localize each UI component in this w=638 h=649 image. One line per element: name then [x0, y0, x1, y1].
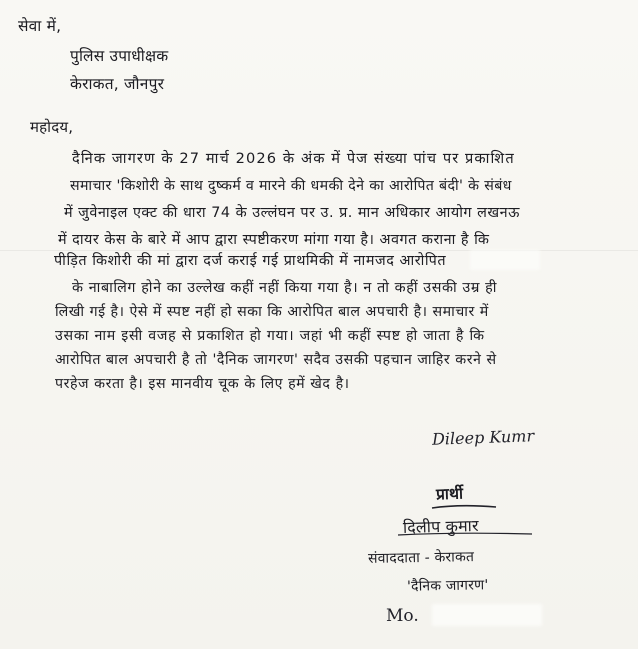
salutation-to: सेवा में, [18, 17, 62, 35]
underline-stroke [430, 503, 500, 511]
designation: संवाददाता - केराकत [367, 549, 475, 567]
body-line-6: के नाबालिग होने का उल्लेख कहीं नहीं किया गया है। न तो कहीं उसकी उम्र ही [72, 280, 498, 296]
body-line-9: आरोपित बाल अपचारी है तो 'दैनिक जागरण' सदैव उसकी पहचान जाहिर करने से [55, 352, 497, 368]
body-line-8: उसका नाम इसी वजह से प्रकाशित हो गया। जहां भी कहीं स्पष्ट हो जाता है कि [55, 328, 485, 344]
redacted-name-area [470, 250, 540, 270]
body-line-2: समाचार 'किशोरी के साथ दुष्कर्म व मारने की धमकी देने का आरोपित बंदी' के संबंध [70, 178, 512, 194]
body-line-7: लिखी गई है। ऐसे में स्पष्ट नहीं हो सका कि आरोपित बाल अपचारी है। समाचार में [55, 304, 489, 320]
organization: 'दैनिक जागरण' [406, 577, 489, 595]
body-line-1: दैनिक जागरण के 27 मार्च 2026 के अंक में पेज संख्या पांच पर प्रकाशित [72, 150, 515, 167]
name-strike [396, 531, 536, 539]
recipient-title: पुलिस उपाधीक्षक [70, 47, 169, 65]
recipient-place: केराकत, जौनपुर [70, 75, 165, 93]
redacted-mobile-area [432, 604, 542, 626]
body-line-3: में जुवेनाइल एक्ट की धारा 74 के उल्लंघन पर उ. प्र. मान अधिकार आयोग लखनऊ [64, 205, 520, 221]
body-line-10: परहेज करता है। इस मानवीय चूक के लिए हमें खेद है। [55, 376, 350, 392]
body-line-5: पीड़ित किशोरी की मां द्वारा दर्ज कराई गई प्राथमिकी में नामजद आरोपित [54, 253, 447, 269]
greeting: महोदय, [30, 118, 74, 136]
english-signature: Dileep Kumr [431, 426, 535, 449]
body-line-4: में दायर केस के बारे में आप द्वारा स्पष्टीकरण मांगा गया है। अवगत कराना है कि [58, 232, 490, 248]
applicant-label: प्रार्थी [435, 484, 464, 504]
mobile-label: Mo. [386, 606, 419, 626]
signatory-name: दिलीप कुमार [402, 516, 480, 537]
